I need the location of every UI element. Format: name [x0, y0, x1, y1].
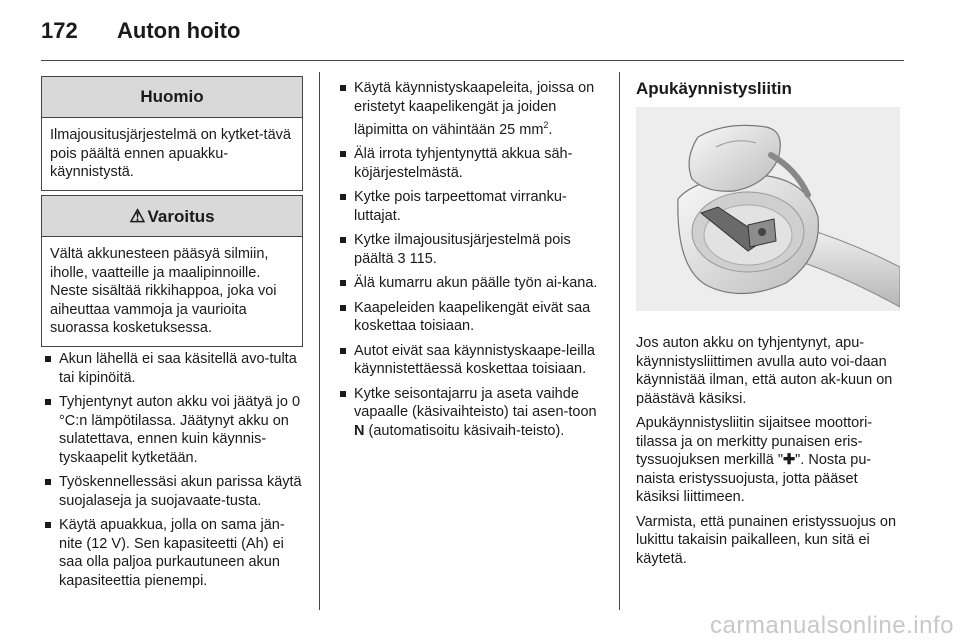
page-number: 172 — [41, 18, 78, 43]
section-title: Apukäynnistysliitin — [636, 79, 792, 98]
list-item: Työskennellessäsi akun parissa käytä suojalaseja ja suojavaate-tusta. — [43, 473, 305, 510]
middle-bullet-list — [338, 79, 604, 446]
paragraph: Apukäynnistysliitin sijaitsee moottori-tilassa ja on merkitty punaisen eris-tyssuojuksen merkillä "✚". Nosta pu-naista eristyssuojusta, jotta pääset käsiksi liittimeen. — [636, 415, 873, 505]
column-divider-right — [619, 72, 620, 610]
note-box-body: Ilmajousitusjärjestelmä on kytket-tävä pois päältä ennen apuakku-käynnistystä. — [50, 127, 291, 180]
note-box — [41, 76, 303, 191]
paragraph: Varmista, että punainen eristyssuojus on lukittu takaisin paikalleen, kun sitä ei käytetä. — [636, 513, 897, 567]
list-item: Akun lähellä ei saa käsitellä avo-tulta tai kipinöitä. — [43, 350, 305, 387]
warning-title-text: Varoitus — [147, 207, 215, 226]
warning-icon: ⚠ — [129, 206, 146, 226]
list-item: Käytä apuakkua, jolla on sama jän-nite (12 V). Sen kapasiteetti (Ah) ei saa olla paljoa purkautuneen akun kapasiteettia pienempi. — [43, 516, 305, 590]
right-paragraphs — [636, 334, 904, 574]
list-item: Autot eivät saa käynnistyskaape-leilla käynnistettäessä koskettaa toisiaan. — [338, 342, 604, 379]
page-reference-link[interactable]: 115 — [409, 250, 433, 267]
list-item: Älä irrota tyhjentynyttä akkua säh-köjärjestelmästä. — [338, 145, 604, 182]
header-rule — [41, 60, 904, 61]
column-divider-left — [319, 72, 320, 610]
list-item: Kytke seisontajarru ja aseta vaihde vapaalle (käsivaihteisto) tai asen-toon N (automatisoitu käsivaih-teisto). — [338, 385, 604, 441]
warning-box-body: Vältä akkunesteen pääsyä silmiin, iholle, vaatteille ja maalipinnoille. Neste sisältää rikkihappoa, joka voi aiheuttaa vammoja ja vaurioita suorassa kosketuksessa. — [50, 246, 277, 336]
list-item: Kytke ilmajousitusjärjestelmä pois päältä 3 115. — [338, 231, 604, 268]
warning-box-title — [42, 196, 302, 237]
chapter-title: Auton hoito — [117, 18, 241, 43]
watermark: carmanualsonline.info — [710, 612, 954, 639]
list-item: Älä kumarru akun päälle työn ai-kana. — [338, 274, 604, 293]
page-header — [41, 18, 240, 48]
list-item: Käytä käynnistyskaapeleita, joissa on eristetyt kaapelikengät ja joiden läpimitta on vähintään 25 $mm^2$. — [338, 79, 604, 139]
warning-box — [41, 195, 303, 347]
terminal-illustration — [636, 107, 900, 311]
left-bullet-list — [43, 350, 305, 596]
list-item: Tyhjentynyt auton akku voi jäätyä jo 0 °C:n lämpötilassa. Jäätynyt akku on sulatettava, ennen kuin käynnis-tyskaapelit kytketään. — [43, 393, 305, 467]
list-item: Kytke pois tarpeettomat virranku-luttajat. — [338, 188, 604, 225]
jump-start-terminal-figure — [636, 107, 900, 311]
plus-icon: ✚ — [782, 452, 796, 468]
note-box-title: Huomio — [42, 77, 302, 118]
list-item: Kaapeleiden kaapelikengät eivät saa koskettaa toisiaan. — [338, 299, 604, 336]
paragraph: Jos auton akku on tyhjentynyt, apu-käynnistysliittimen avulla auto voi-daan käynnistää ilman, että auton ak-kuun on päästävä käsiksi. — [636, 335, 893, 407]
page-reference-arrow-icon: 3 — [397, 250, 406, 267]
